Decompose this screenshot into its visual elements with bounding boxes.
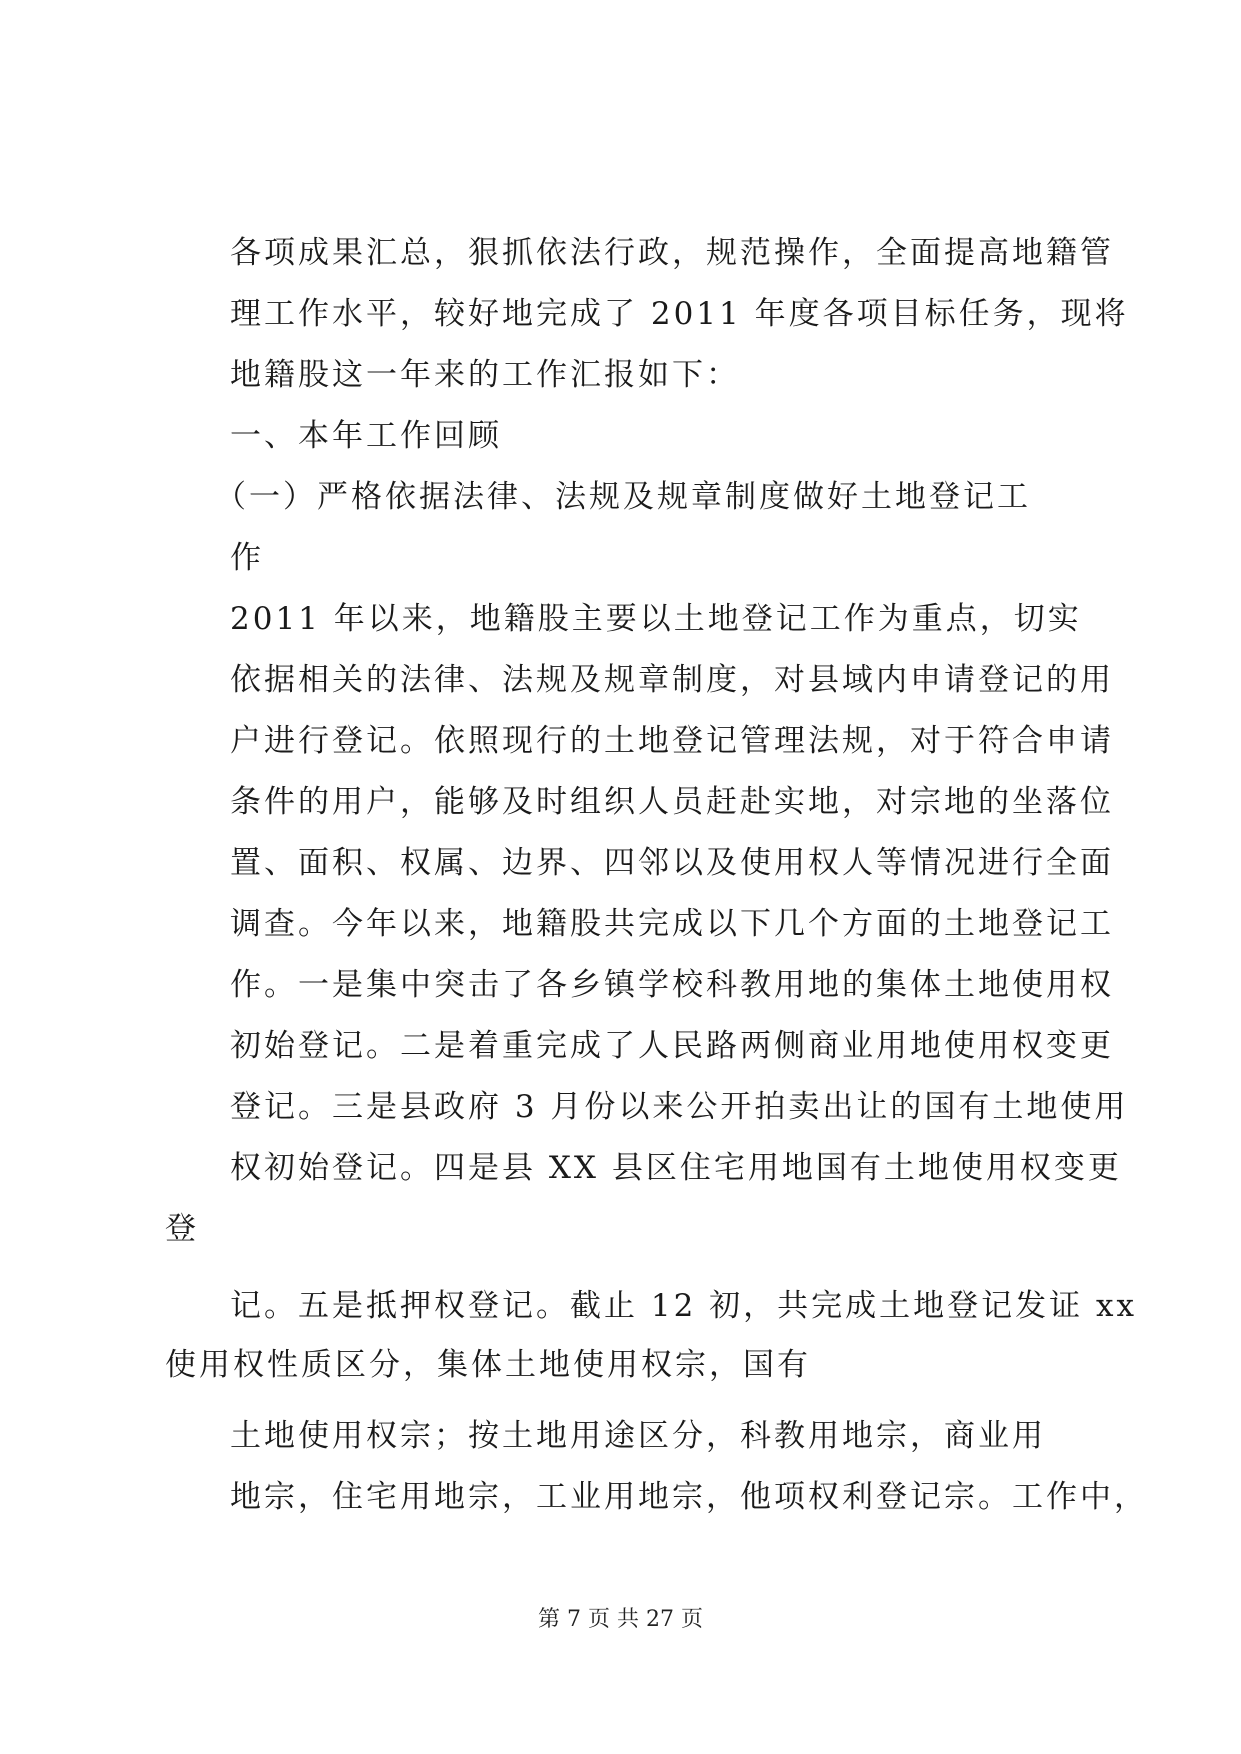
- body-line-9: 户进行登记。依照现行的土地登记管理法规，对于符合申请: [230, 723, 1114, 759]
- body-line-8: 依据相关的法律、法规及规章制度，对县域内申请登记的用: [230, 662, 1114, 698]
- body-line-13: 作。一是集中突击了各乡镇学校科教用地的集体土地使用权: [230, 967, 1114, 1003]
- body-line-20: 土地使用权宗；按土地用途区分，科教用地宗，商业用: [230, 1418, 1046, 1454]
- body-line-10: 条件的用户，能够及时组织人员赶赴实地，对宗地的坐落位: [230, 784, 1114, 820]
- body-line-14: 初始登记。二是着重完成了人民路两侧商业用地使用权变更: [230, 1028, 1114, 1064]
- page-number-footer: 第 7 页 共 27 页: [538, 1607, 703, 1632]
- body-line-19: 使用权性质区分，集体土地使用权宗，国有: [165, 1347, 811, 1383]
- body-line-2: 理工作水平，较好地完成了 2011 年度各项目标任务，现将: [230, 296, 1129, 332]
- body-line-15: 登记。三是县政府 3 月份以来公开拍卖出让的国有土地使用: [230, 1089, 1129, 1125]
- section-heading: 一、本年工作回顾: [230, 418, 502, 454]
- body-line-17: 登: [165, 1211, 199, 1247]
- body-line-12: 调查。今年以来，地籍股共完成以下几个方面的土地登记工: [230, 906, 1114, 942]
- body-line-3: 地籍股这一年来的工作汇报如下：: [230, 357, 740, 393]
- body-line-11: 置、面积、权属、边界、四邻以及使用权人等情况进行全面: [230, 845, 1114, 881]
- subsection-heading: （一）严格依据法律、法规及规章制度做好土地登记工: [215, 479, 1031, 515]
- body-line-1: 各项成果汇总，狠抓依法行政，规范操作，全面提高地籍管: [230, 235, 1114, 271]
- body-line-7: 2011 年以来，地籍股主要以土地登记工作为重点，切实: [230, 601, 1082, 637]
- body-line-16: 权初始登记。四是县 XX 县区住宅用地国有土地使用权变更: [230, 1150, 1122, 1186]
- body-line-21: 地宗，住宅用地宗，工业用地宗，他项权利登记宗。工作中，: [230, 1479, 1148, 1515]
- body-line-18: 记。五是抵押权登记。截止 12 初，共完成土地登记发证 xx: [230, 1288, 1137, 1324]
- subsection-heading-cont: 作: [230, 540, 264, 576]
